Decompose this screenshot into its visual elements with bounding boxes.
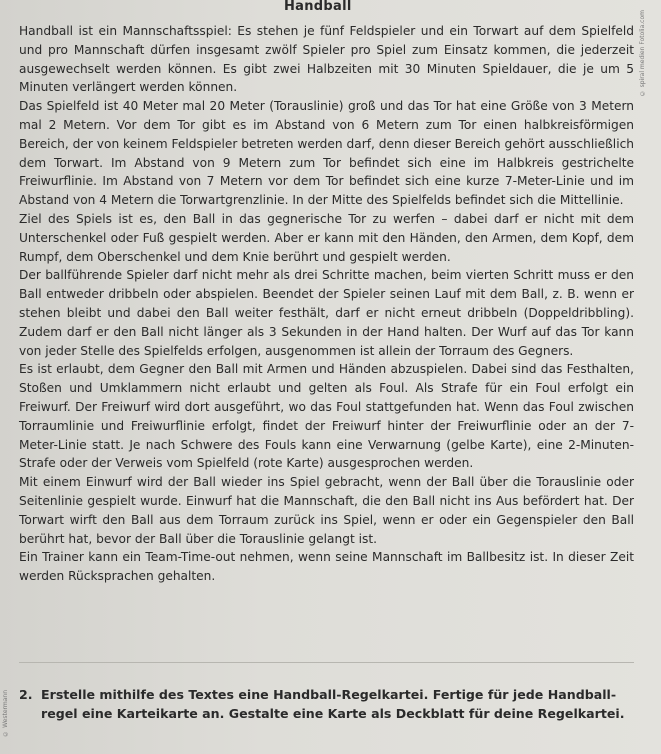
paragraph-playing-field: Das Spielfeld ist 40 Meter mal 20 Meter (Torauslinie) groß und das Tor hat eine Größe von 3 Metern mal 2 Metern. Vor dem Tor gibt es im Abstand von 6 Metern zum Tor einen halbkreisförmigen Bereich, der von keinem Feldspieler betreten werden darf, denn dieser Bereich gehört ausschließlich dem Torwart. Im Abstand von 9 Metern zum Tor befindet sich eine im Halbkreis gestrichelte Freiwurflinie. Im Abstand von 7 Metern vor dem Tor befindet sich eine kurze 7-Meter-Linie und im Abstand von 4 Metern die Torwartgrenzlinie. In der Mitte des Spielfelds befindet sich die Mittellinie. [19, 99, 634, 208]
photo-credit: © spiral medien Fotolia.com [639, 10, 646, 97]
task-instruction: Erstelle mithilfe des Textes eine Handball-Regelkartei. Fertige für jede Handballregel eine Karteikarte an. Gestalte eine Karte als Deckblatt für deine Regelkartei. [41, 687, 625, 721]
section-divider [19, 662, 634, 663]
paragraph-fouls: Es ist erlaubt, dem Gegner den Ball mit Armen und Händen abzuspielen. Dabei sind das Festhalten, Stoßen und Umklammern nicht erlaubt und gelten als Foul. Als Strafe für ein Foul erfolgt ein Freiwurf. Der Freiwurf wird dort ausgeführt, wo das Foul stattgefunden hat. Wenn das Foul zwischen Torraumlinie und Freiwurflinie erfolgt, findet der Freiwurf hinter der Freiwurflinie oder an der 7-Meter-Linie statt. Je nach Schwere des Fouls kann eine Verwarnung (gelbe Karte), eine 2-Minuten-Strafe oder der Verweis vom Spielfeld (rote Karte) ausgesprochen werden. [19, 362, 634, 471]
paragraph-timeout: Ein Trainer kann ein Team-Time-out nehmen, wenn seine Mannschaft im Ballbesitz ist. In dieser Zeit werden Rücksprachen gehalten. [19, 550, 634, 584]
paragraph-team-and-time: Handball ist ein Mannschaftsspiel: Es stehen je fünf Feldspieler und ein Torwart auf dem Spielfeld und pro Mannschaft dürfen insgesamt zwölf Spieler pro Spiel zum Einsatz kommen, die jederzeit ausgewechselt werden können. Es gibt zwei Halbzeiten mit 30 Minuten Spieldauer, die je um 5 Minuten verlängert werden können. [19, 24, 634, 95]
body-text [19, 22, 634, 586]
publisher-credit: © Westermann [2, 690, 9, 737]
paragraph-throw-in: Mit einem Einwurf wird der Ball wieder ins Spiel gebracht, wenn der Ball über die Torauslinie oder Seitenlinie gespielt wurde. Einwurf hat die Mannschaft, die den Ball nicht ins Aus befördert hat. Der Torwart wirft den Ball aus dem Torraum zurück ins Spiel, wenn er oder ein Gegenspieler den Ball berührt hat, bevor der Ball über die Torauslinie gelangt ist. [19, 475, 634, 546]
page-title: Handball [284, 0, 352, 14]
paragraph-ball-handling: Der ballführende Spieler darf nicht mehr als drei Schritte machen, beim vierten Schritt muss er den Ball entweder dribbeln oder abspielen. Beendet der Spieler seinen Lauf mit dem Ball, z. B. wenn er stehen bleibt und dabei den Ball weiter festhält, darf er nicht erneut dribbeln (Doppeldribbling). Zudem darf er den Ball nicht länger als 3 Sekunden in der Hand halten. Der Wurf auf das Tor kann von jeder Stelle des Spielfelds erfolgen, ausgenommen ist allein der Torraum des Gegners. [19, 268, 634, 358]
task-number: 2. [19, 687, 33, 702]
task-2 [19, 686, 634, 723]
paragraph-goal-of-game: Ziel des Spiels ist es, den Ball in das gegnerische Tor zu werfen – dabei darf er nicht mit dem Unterschenkel oder Fuß gespielt werden. Aber er kann mit den Händen, den Armen, dem Kopf, dem Rumpf, dem Oberschenkel und dem Knie berührt und gespielt werden. [19, 211, 634, 264]
